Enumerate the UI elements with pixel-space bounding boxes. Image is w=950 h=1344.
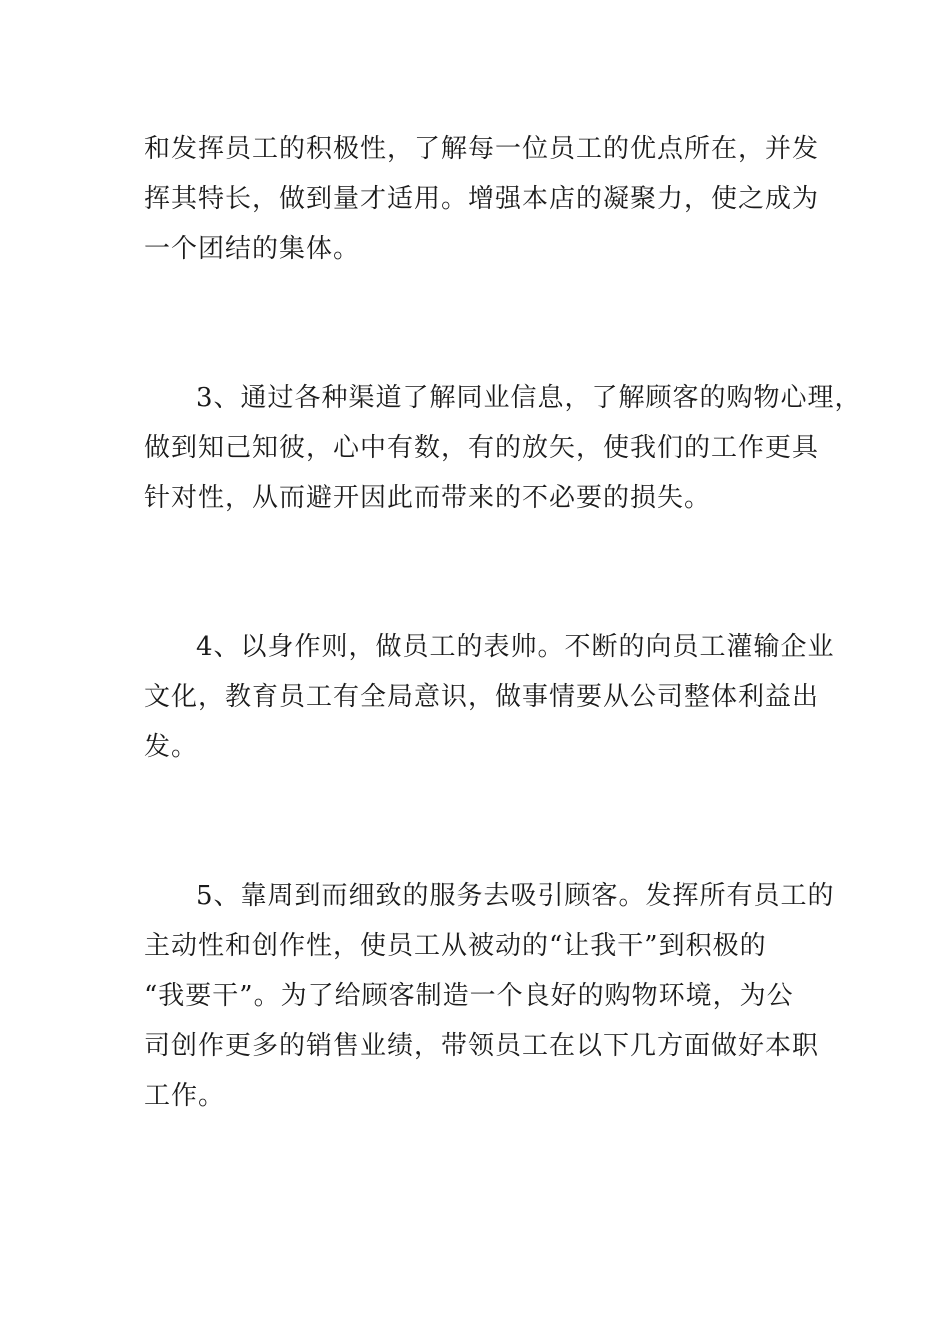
- text-line: 主动性和创作性，使员工从被动的“让我干”到积极的: [144, 931, 767, 961]
- text-line: 3、通过各种渠道了解同业信息，了解顾客的购物心理，: [196, 383, 862, 413]
- text-line: 做到知己知彼，心中有数，有的放矢，使我们的工作更具: [144, 433, 820, 463]
- text-line: 和发挥员工的积极性，了解每一位员工的优点所在，并发: [144, 134, 820, 164]
- text-line: 5、靠周到而细致的服务去吸引顾客。发挥所有员工的: [196, 881, 835, 911]
- text-line: 工作。: [144, 1081, 226, 1111]
- text-line: 文化，教育员工有全局意识，做事情要从公司整体利益出: [144, 682, 820, 712]
- paragraph-item-3: [144, 373, 862, 523]
- text-line: 针对性，从而避开因此而带来的不必要的损失。: [144, 483, 712, 513]
- text-line: 发。: [144, 732, 199, 762]
- paragraph-continuation: [144, 124, 820, 274]
- paragraph-item-5: [144, 871, 835, 1121]
- text-line: “我要干”。为了给顾客制造一个良好的购物环境，为公: [144, 981, 794, 1011]
- text-line: 一个团结的集体。: [144, 234, 361, 264]
- text-line: 司创作更多的销售业绩，带领员工在以下几方面做好本职: [144, 1031, 820, 1061]
- text-line: 挥其特长，做到量才适用。增强本店的凝聚力，使之成为: [144, 184, 820, 214]
- paragraph-item-4: [144, 622, 835, 772]
- text-line: 4、以身作则，做员工的表帅。不断的向员工灌输企业: [196, 632, 835, 662]
